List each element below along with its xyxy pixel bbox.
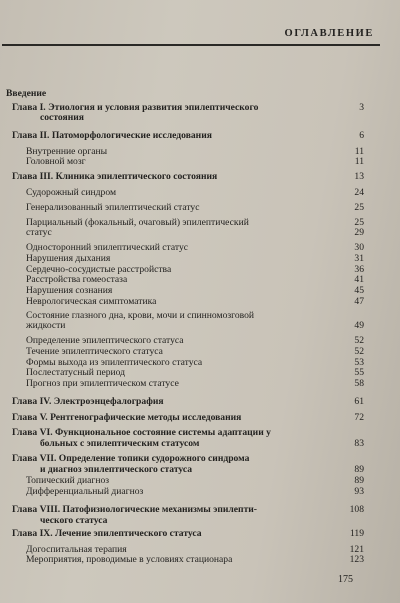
toc-section-line: Неврологическая симптоматика bbox=[26, 296, 157, 307]
toc-page-number: 30 bbox=[354, 242, 364, 253]
toc-page-number: 83 bbox=[354, 438, 364, 449]
toc-section-line: Догоспитальная терапия bbox=[26, 544, 127, 555]
toc-page-number: 72 bbox=[354, 412, 364, 423]
toc-page-number: 13 bbox=[354, 171, 364, 182]
toc-page-number: 121 bbox=[349, 544, 364, 555]
page-number: 175 bbox=[338, 574, 353, 585]
toc-section-line: Топический диагноз bbox=[26, 475, 110, 486]
toc-chapter-line: Введение bbox=[6, 88, 47, 99]
toc-page-number: 3 bbox=[359, 102, 364, 113]
toc-page-number: 93 bbox=[354, 486, 364, 497]
toc-page-number: 55 bbox=[354, 367, 364, 378]
toc-chapter-line: ческого статуса bbox=[40, 515, 108, 526]
toc-chapter-line: Глава VI. Функциональное состояние системы адаптации у bbox=[12, 427, 271, 438]
toc-section-line: Односторонний эпилептический статус bbox=[26, 242, 189, 253]
toc-section-line: Формы выхода из эпилептического статуса bbox=[26, 357, 203, 368]
toc-section-line: жидкости bbox=[26, 320, 66, 331]
toc-page-number: 31 bbox=[354, 253, 364, 264]
toc-page-number: 58 bbox=[354, 378, 364, 389]
toc-section-line: Внутренние органы bbox=[26, 146, 108, 157]
toc-section-line: Головной мозг bbox=[26, 156, 86, 167]
toc-chapter-line: Глава V. Рентгенографические методы исследования bbox=[12, 412, 242, 423]
toc-page-number: 89 bbox=[354, 475, 364, 486]
toc-section-line: Послестатусный период bbox=[26, 367, 126, 378]
toc-section-line: Течение эпилептического статуса bbox=[26, 346, 163, 357]
toc-section-line: Нарушения сознания bbox=[26, 285, 113, 296]
toc-page-number: 49 bbox=[354, 320, 364, 331]
toc-section-line: Расстройства гомеостаза bbox=[26, 274, 128, 285]
toc-chapter-line: Глава IV. Электроэнцефалография bbox=[12, 396, 164, 407]
toc-page-number: 119 bbox=[349, 528, 364, 539]
toc-chapter-line: Глава I. Этиология и условия развития эпилептического bbox=[12, 102, 259, 113]
toc-chapter-line: Глава III. Клиника эпилептического состояния bbox=[12, 171, 218, 182]
toc-page-number: 61 bbox=[354, 396, 364, 407]
toc-page-number: 25 bbox=[354, 217, 364, 228]
toc-chapter-line: Глава II. Патоморфологические исследования bbox=[12, 130, 212, 141]
toc-chapter-line: Глава VII. Определение топики судорожного синдрома bbox=[12, 453, 250, 464]
toc-page-number: 53 bbox=[354, 357, 364, 368]
toc-page-number: 25 bbox=[354, 202, 364, 213]
toc-section-line: статус bbox=[26, 227, 52, 238]
toc-page-number: 36 bbox=[354, 264, 364, 275]
toc-section-line: Дифференциальный диагноз bbox=[26, 486, 144, 497]
toc-page-number: 52 bbox=[354, 335, 364, 346]
toc-section-line: Состояние глазного дна, крови, мочи и спинномозговой bbox=[26, 310, 255, 321]
toc-section-line: Парциальный (фокальный, очаговый) эпилептический bbox=[26, 217, 249, 228]
toc-chapter-line: больных с эпилептическим статусом bbox=[40, 438, 200, 449]
toc-chapter-line: Глава IX. Лечение эпилептического статуса bbox=[12, 528, 202, 539]
toc-section-line: Судорожный синдром bbox=[26, 187, 117, 198]
toc-page-number: 6 bbox=[359, 130, 364, 141]
toc-section-line: Генерализованный эпилептический статус bbox=[26, 202, 200, 213]
toc-chapter-line: и диагноз эпилептического статуса bbox=[40, 464, 193, 475]
toc-page-number: 89 bbox=[354, 464, 364, 475]
toc-page-number: 108 bbox=[349, 504, 364, 515]
toc-chapter-line: Глава VIII. Патофизиологические механизмы эпилепти- bbox=[12, 504, 258, 515]
toc-section-line: Прогноз при эпилептическом статусе bbox=[26, 378, 179, 389]
toc-section-line: Определение эпилептического статуса bbox=[26, 335, 184, 346]
toc-section-line: Нарушения дыхания bbox=[26, 253, 111, 264]
toc-page-number: 11 bbox=[354, 156, 364, 167]
toc-page-number: 52 bbox=[354, 346, 364, 357]
header-rule bbox=[2, 44, 380, 46]
page-heading: ОГЛАВЛЕНИЕ bbox=[284, 28, 374, 39]
toc-page-number: 11 bbox=[354, 146, 364, 157]
toc-page-number: 123 bbox=[349, 554, 364, 565]
toc-page-number: 47 bbox=[354, 296, 364, 307]
toc-page-number: 41 bbox=[354, 274, 364, 285]
toc-chapter-line: состояния bbox=[40, 112, 84, 123]
toc-section-line: Сердечно-сосудистые расстройства bbox=[26, 264, 172, 275]
toc-page-number: 29 bbox=[354, 227, 364, 238]
toc-page-number: 24 bbox=[354, 187, 364, 198]
toc-section-line: Мероприятия, проводимые в условиях стационара bbox=[26, 554, 233, 565]
toc-page-number: 45 bbox=[354, 285, 364, 296]
